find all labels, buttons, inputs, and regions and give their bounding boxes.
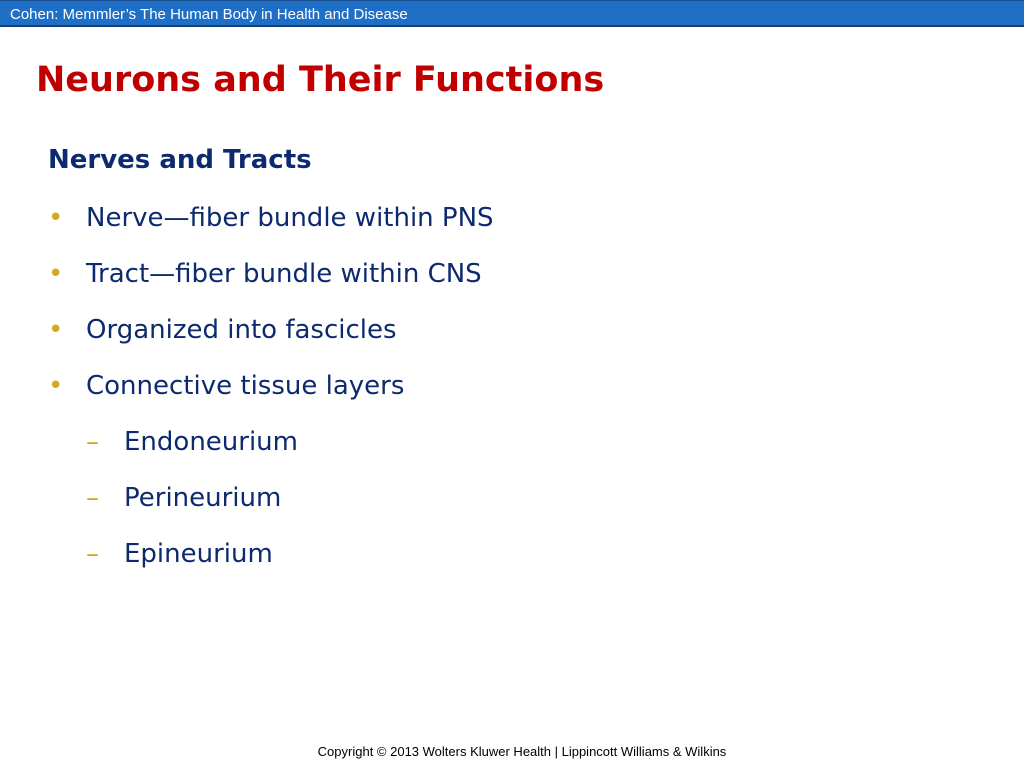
- bullet-text: Tract—fiber bundle within CNS: [86, 259, 482, 289]
- bullet-icon: •: [48, 315, 64, 345]
- sub-bullet-text: Endoneurium: [124, 427, 298, 457]
- sub-bullet-text: Epineurium: [124, 539, 273, 569]
- bullet-text: Nerve—fiber bundle within PNS: [86, 203, 494, 233]
- section-subheading: Nerves and Tracts: [48, 145, 312, 175]
- dash-icon: –: [86, 427, 99, 457]
- bullet-text: Organized into fascicles: [86, 315, 397, 345]
- dash-icon: –: [86, 539, 99, 569]
- bullet-icon: •: [48, 203, 64, 233]
- bullet-icon: •: [48, 259, 64, 289]
- slide-title: Neurons and Their Functions: [36, 60, 605, 100]
- bullet-icon: •: [48, 371, 64, 401]
- sub-bullet-text: Perineurium: [124, 483, 282, 513]
- book-title: Cohen: Memmler’s The Human Body in Health and Disease: [10, 6, 408, 23]
- bullet-text: Connective tissue layers: [86, 371, 405, 401]
- header-bar: [0, 0, 1024, 27]
- dash-icon: –: [86, 483, 99, 513]
- footer-copyright: Copyright © 2013 Wolters Kluwer Health | Lippincott Williams & Wilkins: [317, 744, 727, 759]
